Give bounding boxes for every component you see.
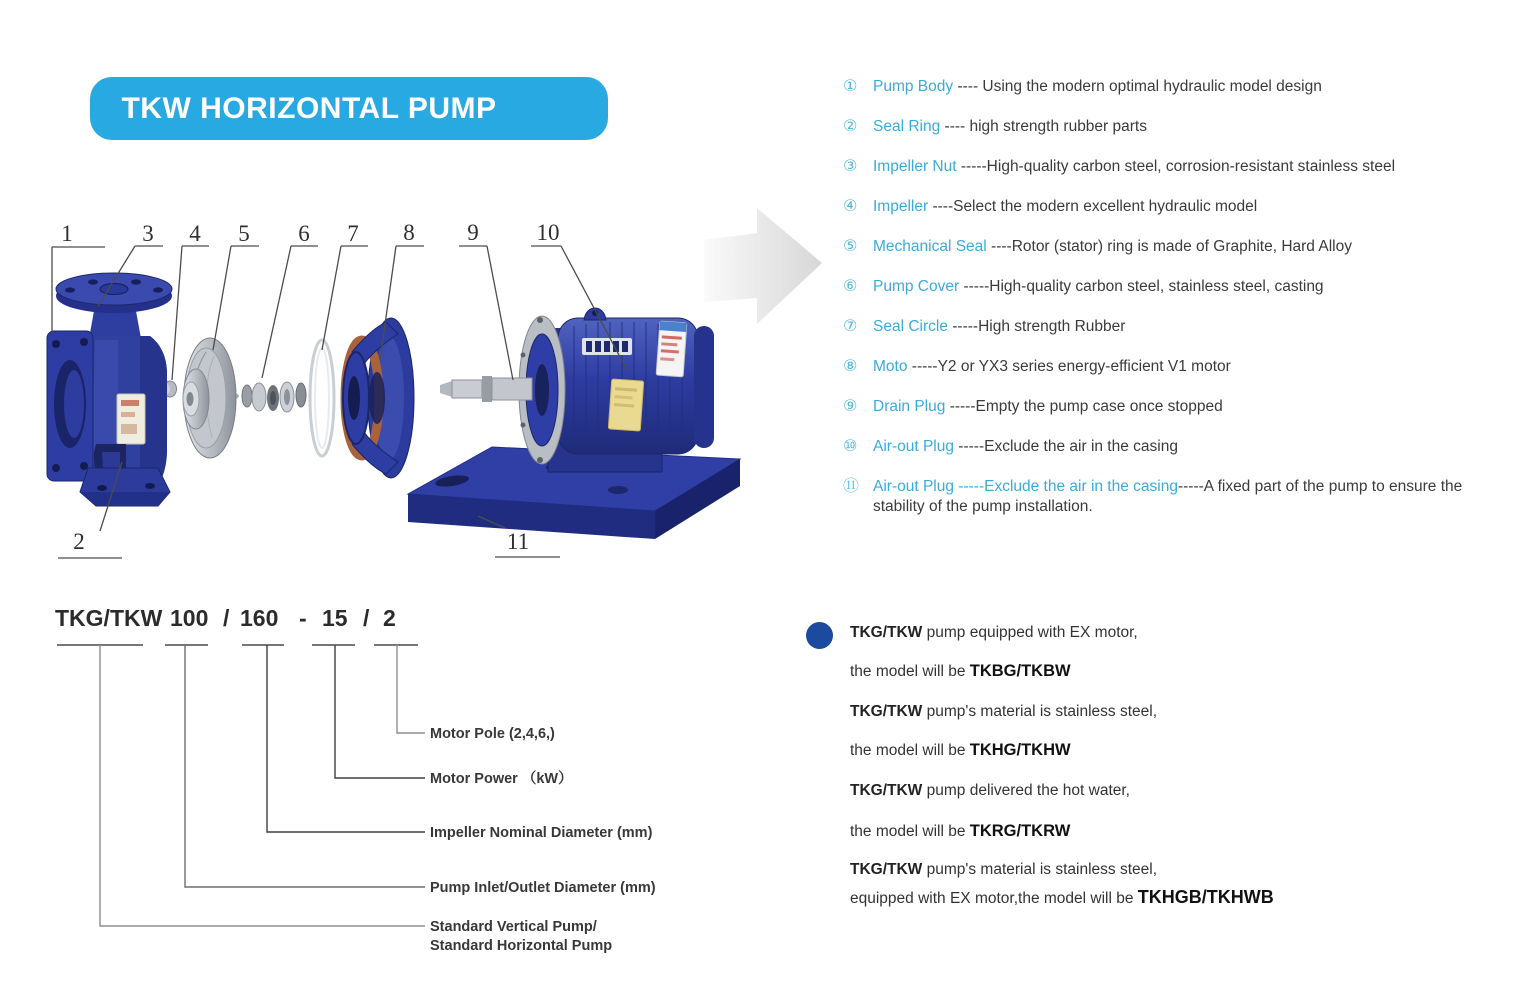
note-line: TKG/TKW pump's material is stainless steel, [850, 703, 1158, 720]
note-line: the model will be TKHG/TKHW [850, 741, 1071, 759]
callout-1: 1 [61, 221, 73, 246]
model-segment-impeller: 160 [240, 605, 279, 631]
circled-number: ⑤ [843, 238, 858, 255]
circled-number: ③ [843, 158, 858, 175]
part-desc: -----High-quality carbon steel, stainless steel, casting [963, 278, 1324, 295]
circled-number: ⑪ [843, 478, 860, 495]
note-line: TKG/TKW pump's material is stainless steel, [850, 861, 1158, 878]
callout-8: 8 [403, 220, 415, 245]
part-desc: -----Exclude the air in the casing [958, 438, 1178, 455]
model-separator: - [299, 605, 307, 631]
motor-sticker [656, 321, 687, 377]
part-desc: ---- high strength rubber parts [944, 118, 1147, 135]
part-desc: ----Select the modern excellent hydraulic model [932, 198, 1258, 215]
part-name: Air-out Plug [873, 478, 954, 495]
note-line: TKG/TKW pump delivered the hot water, [850, 782, 1130, 799]
part-name: Moto [873, 358, 908, 375]
label-standard-line1: Standard Vertical Pump/ [430, 919, 597, 935]
note-line: the model will be TKRG/TKRW [850, 822, 1071, 840]
note-line: TKG/TKW pump equipped with EX motor, [850, 624, 1138, 641]
circled-number: ① [843, 78, 858, 95]
part-desc: ----Rotor (stator) ring is made of Graphite, Hard Alloy [991, 238, 1352, 255]
page-title: TKW HORIZONTAL PUMP [121, 91, 497, 125]
circled-number: ② [843, 118, 858, 135]
list-item [843, 77, 1511, 117]
list-item [843, 357, 1511, 397]
part-name: Impeller Nut [873, 158, 957, 175]
part-desc: ---- Using the modern optimal hydraulic model design [957, 78, 1322, 95]
circled-number: ⑦ [843, 318, 858, 335]
label-motor-pole: Motor Pole (2,4,6,) [430, 726, 555, 742]
list-item [843, 197, 1511, 237]
part-desc: -----Y2 or YX3 series energy-efficient V1 motor [911, 358, 1231, 375]
part-desc: -----Empty the pump case once stopped [949, 398, 1223, 415]
list-item [843, 237, 1511, 277]
part-desc: -----High strength Rubber [952, 318, 1126, 335]
model-segment-power: 15 [322, 605, 348, 631]
title-banner [90, 77, 608, 140]
bullet-dot-icon [806, 622, 833, 649]
model-separator: / [223, 605, 230, 631]
label-standard-line2: Standard Horizontal Pump [430, 938, 613, 954]
part-desc-blue: -----Exclude the air in the casing [958, 478, 1178, 495]
list-item [843, 157, 1511, 197]
motor-shaft [440, 376, 532, 402]
model-segment-inlet: 100 [170, 605, 209, 631]
transition-arrow-icon [704, 208, 822, 324]
pump-cover [343, 318, 414, 478]
callout-7: 7 [347, 221, 359, 246]
parts-list [843, 77, 1511, 517]
part-name: Pump Cover [873, 278, 960, 295]
list-item [843, 397, 1511, 437]
part-name: Mechanical Seal [873, 238, 987, 255]
callout-2: 2 [73, 529, 85, 554]
part-desc: -----A fixed part of the pump to ensure the stability of the pump installation. [873, 478, 1463, 515]
part-desc: -----High-quality carbon steel, corrosion-resistant stainless steel [960, 158, 1396, 175]
list-item [843, 477, 1511, 517]
circled-number: ⑥ [843, 278, 858, 295]
circled-number: ④ [843, 198, 858, 215]
model-code-lines [57, 645, 425, 926]
callout-11: 11 [506, 529, 530, 554]
callout-9: 9 [467, 220, 479, 245]
part-name: Air-out Plug [873, 438, 954, 455]
model-series: TKG/TKW [55, 605, 163, 631]
part-name: Drain Plug [873, 398, 946, 415]
motor [440, 308, 714, 472]
motor-nameplate [608, 379, 643, 431]
callout-5: 5 [238, 221, 250, 246]
label-motor-power: Motor Power （kW） [430, 771, 573, 787]
label-standard-pump [430, 918, 612, 956]
label-impeller-diameter: Impeller Nominal Diameter (mm) [430, 825, 653, 841]
part-name: Seal Circle [873, 318, 948, 335]
note-line: the model will be TKBG/TKBW [850, 662, 1071, 680]
seal-circle [310, 340, 334, 456]
pump-body [47, 273, 172, 506]
model-segment-pole: 2 [383, 605, 396, 631]
part-name: Pump Body [873, 78, 954, 95]
list-item [843, 437, 1511, 477]
mechanical-seal-parts [229, 382, 306, 412]
model-separator: / [363, 605, 370, 631]
note-line: equipped with EX motor,the model will be TKHGB/TKHWB [850, 887, 1274, 907]
impeller [183, 338, 236, 458]
list-item [843, 317, 1511, 357]
circled-number: ⑧ [843, 358, 858, 375]
callout-3: 3 [142, 221, 154, 246]
list-item [843, 277, 1511, 317]
callout-10: 10 [536, 220, 560, 245]
circled-number: ⑩ [843, 438, 858, 455]
callout-6: 6 [298, 221, 310, 246]
circled-number: ⑨ [843, 398, 858, 415]
list-item [843, 117, 1511, 157]
label-inlet-outlet-diameter: Pump Inlet/Outlet Diameter (mm) [430, 880, 656, 896]
callout-4: 4 [189, 221, 201, 246]
part-name: Impeller [873, 198, 929, 215]
part-name: Seal Ring [873, 118, 941, 135]
